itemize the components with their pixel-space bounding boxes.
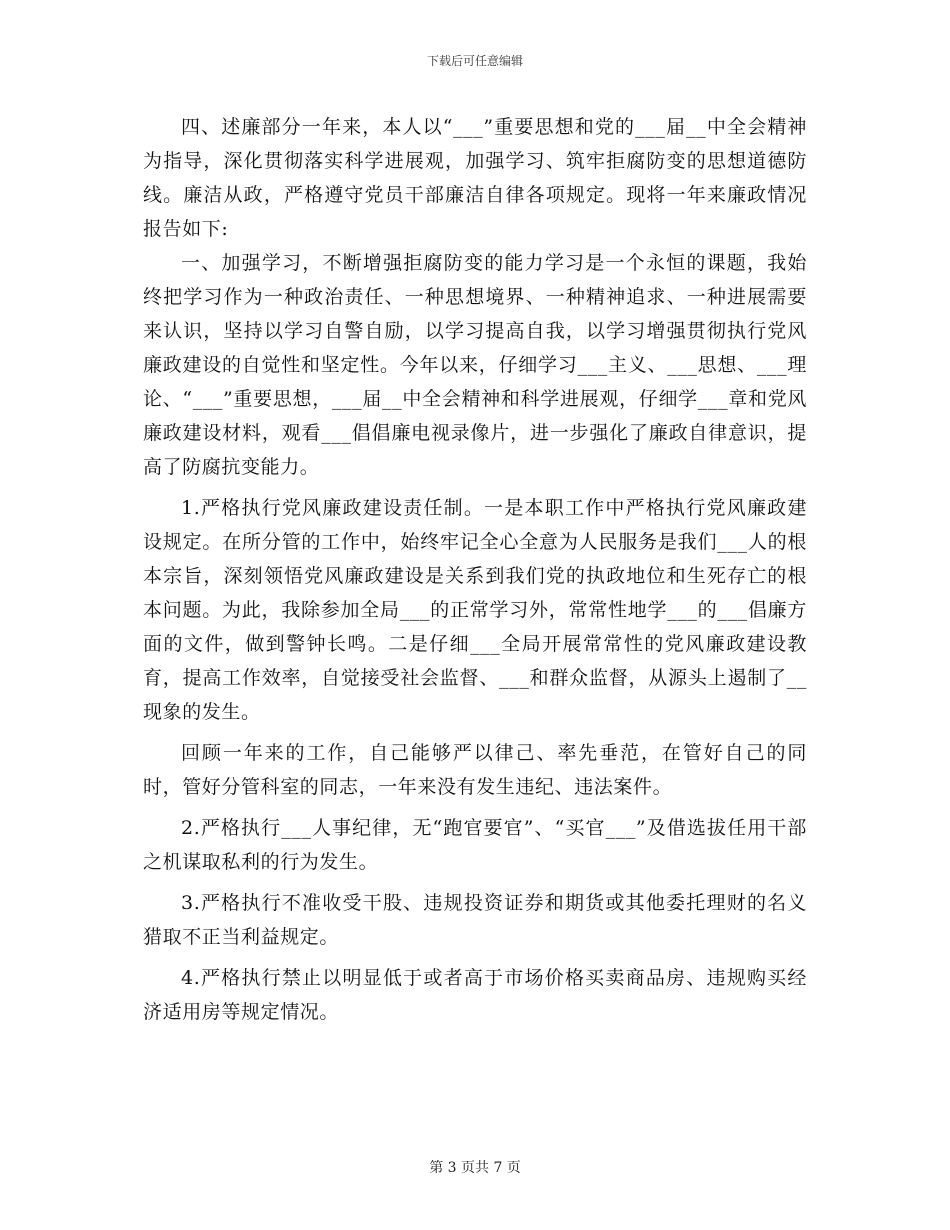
paragraph-intro: 四、述廉部分一年来，本人以“___”重要思想和党的___届__中全会精神为指导，深化贯彻落实科学进展观，加强学习、筑牢拒腐防变的思想道德防线。廉洁从政，严格遵守党员干部廉洁自律各项规定。现将一年来廉政情况报告如下: [143, 116, 807, 240]
paragraph-item-1: 1.严格执行党风廉政建设责任制。一是本职工作中严格执行党风廉政建设规定。在所分管的工作中，始终牢记全心全意为人民服务是我们___人的根本宗旨，深刻领悟党风廉政建设是关系到我们党的执政地位和生死存亡的根本问题。为此，我除参加全局___的正常学习外，常常性地学___的___倡廉方面的文件，做到警钟长鸣。二是仔细___全局开展常常性的党风廉政建设教育，提高工作效率，自觉接受社会监督、___和群众监督，从源头上遏制了__现象的发生。 [143, 497, 807, 723]
paragraph-item-3: 3.严格执行不准收受干股、违规投资证券和期货或其他委托理财的名义猎取不正当利益规定。 [143, 892, 807, 948]
paragraph-item-2: 2.严格执行___人事纪律，无“跑官要官”、“买官___”及借选拔任用干部之机谋取私利的行为发生。 [143, 817, 807, 873]
paragraph-study: 一、加强学习，不断增强拒腐防变的能力学习是一个永恒的课题，我始终把学习作为一种政治责任、一种思想境界、一种精神追求、一种进展需要来认识，坚持以学习自警自励，以学习提高自我，以学习增强贯彻执行党风廉政建设的自觉性和坚定性。今年以来，仔细学习___主义、___思想、___理论、“___”重要思想，___届__中全会精神和科学进展观，仔细学___章和党风廉政建设材料，观看___倡倡廉电视录像片，进一步强化了廉政自律意识，提高了防腐抗变能力。 [143, 252, 807, 478]
document-body [143, 110, 807, 1029]
paragraph-item-4: 4.严格执行禁止以明显低于或者高于市场价格买卖商品房、违规购买经济适用房等规定情况。 [143, 967, 807, 1023]
page-number: 第 3 页共 7 页 [429, 1160, 521, 1176]
paragraph-review: 回顾一年来的工作，自己能够严以律己、率先垂范，在管好自己的同时，管好分管科室的同志，一年来没有发生违纪、违法案件。 [143, 742, 807, 798]
page-header: 下载后可任意编辑 [426, 54, 523, 68]
